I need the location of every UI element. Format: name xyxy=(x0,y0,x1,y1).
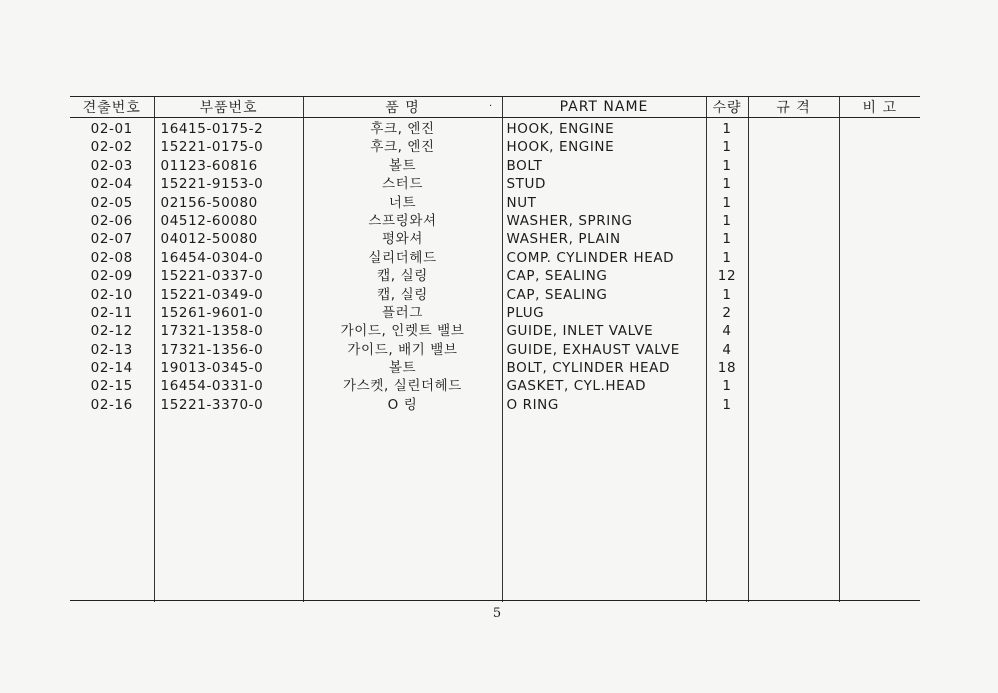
cell-part-name: CAP, SEALING xyxy=(506,268,608,285)
cell-qty: 1 xyxy=(722,231,732,248)
cell-part-no: 01123-60816 xyxy=(160,157,258,174)
cell-part-name: WASHER, PLAIN xyxy=(506,231,621,248)
cell-item-no: 02-08 xyxy=(90,249,133,266)
cell-name-kr: 너트 xyxy=(388,194,417,211)
cell-part-name: HOOK, ENGINE xyxy=(506,139,615,156)
header-spec: 규 격 xyxy=(748,97,839,118)
cell-part-no: 15221-9153-0 xyxy=(160,176,264,193)
cell-qty: 4 xyxy=(722,341,732,358)
page-number: 5 xyxy=(492,606,502,621)
cell-item-no: 02-14 xyxy=(90,360,133,377)
cell-item-no: 02-06 xyxy=(90,212,133,229)
cell-item-no: 02-15 xyxy=(90,378,133,395)
cell-qty: 12 xyxy=(717,268,737,285)
cell-part-name: PLUG xyxy=(506,304,545,321)
cell-part-no: 19013-0345-0 xyxy=(160,360,264,377)
cell-qty: 1 xyxy=(722,139,732,156)
cell-part-no: 04512-60080 xyxy=(160,212,258,229)
cell-qty: 1 xyxy=(722,249,732,266)
cell-qty: 2 xyxy=(722,304,732,321)
cell-name-kr: 스프링와셔 xyxy=(368,212,437,229)
cell-part-no: 04012-50080 xyxy=(160,231,258,248)
cell-item-no: 02-04 xyxy=(90,176,133,193)
column-name-kr xyxy=(303,118,502,603)
cell-part-no: 17321-1356-0 xyxy=(160,341,264,358)
cell-name-kr: 볼트 xyxy=(388,360,417,377)
cell-part-no: 15221-0349-0 xyxy=(160,286,264,303)
cell-item-no: 02-11 xyxy=(90,304,133,321)
column-part-name xyxy=(502,118,706,603)
cell-part-name: GUIDE, INLET VALVE xyxy=(506,323,654,340)
header-part-no: 부품번호 xyxy=(154,97,303,118)
cell-qty: 1 xyxy=(722,286,732,303)
cell-part-name: WASHER, SPRING xyxy=(506,212,633,229)
column-remarks xyxy=(839,118,920,603)
column-qty xyxy=(706,118,748,603)
column-item-no xyxy=(70,118,154,603)
cell-part-no: 16415-0175-2 xyxy=(160,121,264,137)
column-spec xyxy=(748,118,839,603)
header-part-name: PART NAME xyxy=(502,97,706,118)
cell-item-no: 02-10 xyxy=(90,286,133,303)
cell-name-kr: O 링 xyxy=(387,396,418,413)
cell-qty: 1 xyxy=(722,194,732,211)
header-name-kr: 품 명 xyxy=(303,97,502,118)
cell-part-name: GASKET, CYL.HEAD xyxy=(506,378,647,395)
cell-part-name: NUT xyxy=(506,194,537,211)
cell-part-no: 15261-9601-0 xyxy=(160,304,264,321)
cell-qty: 1 xyxy=(722,396,732,413)
cell-part-name: O RING xyxy=(506,396,559,413)
cell-item-no: 02-05 xyxy=(90,194,133,211)
cell-part-name: CAP, SEALING xyxy=(506,286,608,303)
cell-qty: 4 xyxy=(722,323,732,340)
cell-name-kr: 캡, 실링 xyxy=(377,268,428,285)
cell-item-no: 02-16 xyxy=(90,396,133,413)
table-header xyxy=(70,97,920,118)
cell-qty: 1 xyxy=(722,212,732,229)
cell-qty: 18 xyxy=(717,360,737,377)
cell-name-kr: 후크, 엔진 xyxy=(370,139,435,156)
cell-part-no: 15221-0337-0 xyxy=(160,268,264,285)
cell-qty: 1 xyxy=(722,121,732,137)
cell-item-no: 02-03 xyxy=(90,157,133,174)
header-qty: 수량 xyxy=(706,97,748,118)
parts-table-container xyxy=(70,96,920,602)
column-part-no xyxy=(154,118,303,603)
cell-qty: 1 xyxy=(722,176,732,193)
cell-name-kr: 실리더헤드 xyxy=(368,249,437,266)
cell-qty: 1 xyxy=(722,157,732,174)
cell-part-name: BOLT xyxy=(506,157,543,174)
table-body-row xyxy=(70,118,920,603)
cell-qty: 1 xyxy=(722,378,732,395)
cell-name-kr: 후크, 엔진 xyxy=(370,121,435,137)
header-remarks: 비 고 xyxy=(839,97,920,118)
cell-part-name: HOOK, ENGINE xyxy=(506,121,615,137)
bottom-rule xyxy=(70,600,920,601)
cell-item-no: 02-09 xyxy=(90,268,133,285)
cell-part-no: 16454-0331-0 xyxy=(160,378,264,395)
cell-part-name: GUIDE, EXHAUST VALVE xyxy=(506,341,680,358)
cell-part-no: 02156-50080 xyxy=(160,194,258,211)
cell-part-no: 17321-1358-0 xyxy=(160,323,264,340)
cell-part-name: COMP. CYLINDER HEAD xyxy=(506,249,675,266)
cell-part-name: STUD xyxy=(506,176,546,193)
cell-name-kr: 볼트 xyxy=(388,157,417,174)
cell-item-no: 02-13 xyxy=(90,341,133,358)
cell-name-kr: 가이드, 인렛트 밸브 xyxy=(340,323,465,340)
cell-part-no: 15221-3370-0 xyxy=(160,396,264,413)
header-item-no: 견출번호 xyxy=(70,97,154,118)
cell-name-kr: 가스켓, 실린더헤드 xyxy=(343,378,462,395)
cell-item-no: 02-07 xyxy=(90,231,133,248)
cell-part-no: 15221-0175-0 xyxy=(160,139,264,156)
cell-name-kr: 캡, 실링 xyxy=(377,286,428,303)
cell-part-no: 16454-0304-0 xyxy=(160,249,264,266)
cell-name-kr: 가이드, 배기 밸브 xyxy=(347,341,458,358)
cell-item-no: 02-01 xyxy=(90,121,133,137)
cell-part-name: BOLT, CYLINDER HEAD xyxy=(506,360,670,377)
cell-name-kr: 플러그 xyxy=(382,304,423,321)
cell-item-no: 02-02 xyxy=(90,139,133,156)
parts-table xyxy=(70,96,920,602)
cell-item-no: 02-12 xyxy=(90,323,133,340)
stray-dot: · xyxy=(489,101,493,112)
cell-name-kr: 평와셔 xyxy=(382,231,423,248)
cell-name-kr: 스터드 xyxy=(382,176,423,193)
